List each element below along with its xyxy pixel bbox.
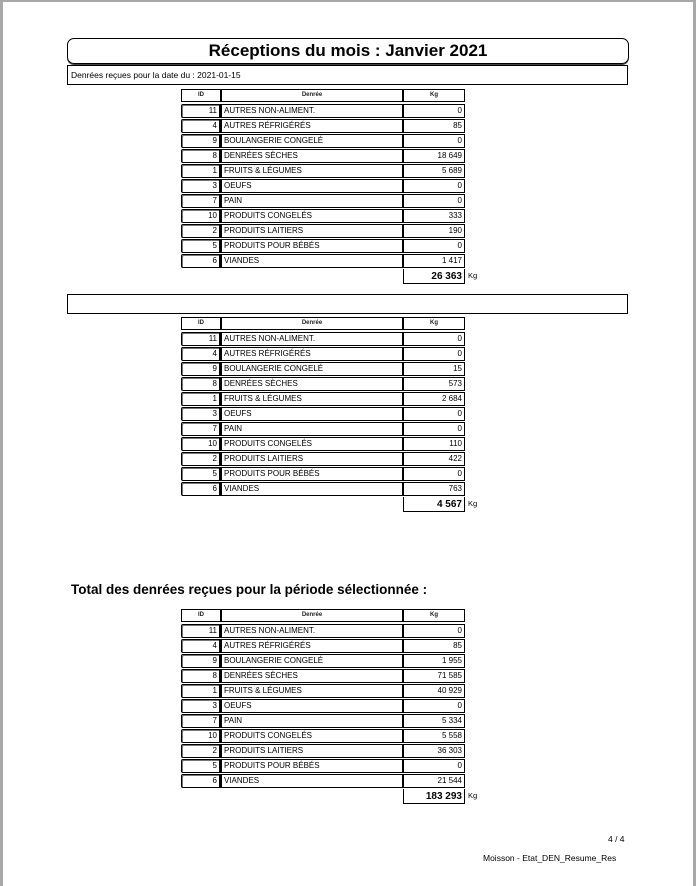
cell-id: 1 [181,392,221,406]
page-frame-left [0,0,3,886]
table-row [181,134,471,149]
table-row [181,362,471,377]
summary-heading: Total des denrées reçues pour la période sélectionnée : [71,582,428,597]
cell-denree: VIANDES [221,254,403,268]
table-row [181,119,471,134]
cell-id: 7 [181,422,221,436]
cell-kg: 0 [403,467,465,481]
cell-kg: 15 [403,362,465,376]
table-row [181,467,471,482]
cell-kg: 0 [403,179,465,193]
cell-denree: FRUITS & LÉGUMES [221,164,403,178]
receptions-table [181,317,478,513]
cell-kg: 21 544 [403,774,465,788]
cell-kg: 40 929 [403,684,465,698]
cell-id: 5 [181,239,221,253]
table-total [181,269,478,285]
cell-kg: 422 [403,452,465,466]
table-row [181,654,471,669]
cell-denree: PAIN [221,422,403,436]
cell-id: 4 [181,347,221,361]
cell-denree: PAIN [221,194,403,208]
cell-denree: AUTRES NON-ALIMENT. [221,104,403,118]
page-number: 4 / 4 [608,834,625,844]
cell-denree: DENRÉES SÈCHES [221,149,403,163]
table-row [181,164,471,179]
cell-id: 6 [181,254,221,268]
cell-kg: 0 [403,759,465,773]
cell-kg: 0 [403,699,465,713]
column-header-kg: Kg [403,317,465,330]
total-unit: Kg [468,499,478,508]
cell-denree: FRUITS & LÉGUMES [221,684,403,698]
column-header-kg: Kg [403,609,465,622]
cell-denree: PRODUITS CONGELÉS [221,729,403,743]
cell-id: 2 [181,224,221,238]
cell-denree: PRODUITS CONGELÉS [221,209,403,223]
report-footer: Moisson - Etat_DEN_Resume_Res [483,853,617,863]
section-date-label [67,294,628,314]
table-row [181,774,471,789]
column-header-id: ID [181,317,221,330]
column-header-id: ID [181,609,221,622]
cell-denree: AUTRES RÉFRIGÉRÉS [221,347,403,361]
cell-kg: 110 [403,437,465,451]
table-header [181,609,471,622]
cell-id: 10 [181,209,221,223]
table-header [181,317,471,330]
table-row [181,209,471,224]
cell-id: 8 [181,377,221,391]
cell-id: 10 [181,437,221,451]
cell-denree: BOULANGERIE CONGELÉ [221,134,403,148]
cell-denree: OEUFS [221,179,403,193]
cell-id: 7 [181,714,221,728]
table-row [181,179,471,194]
summary-table [181,609,478,805]
cell-denree: AUTRES NON-ALIMENT. [221,332,403,346]
table-row [181,422,471,437]
cell-denree: PRODUITS CONGELÉS [221,437,403,451]
cell-id: 11 [181,624,221,638]
table-row [181,392,471,407]
cell-id: 2 [181,452,221,466]
table-row [181,407,471,422]
cell-id: 2 [181,744,221,758]
column-header-denree: Denrée [221,609,403,622]
cell-denree: DENRÉES SÈCHES [221,377,403,391]
cell-kg: 763 [403,482,465,496]
column-header-id: ID [181,89,221,102]
column-header-kg: Kg [403,89,465,102]
cell-kg: 85 [403,119,465,133]
table-row [181,194,471,209]
cell-id: 11 [181,332,221,346]
table-header [181,89,471,102]
cell-denree: PAIN [221,714,403,728]
cell-kg: 5 689 [403,164,465,178]
cell-id: 1 [181,684,221,698]
cell-id: 5 [181,759,221,773]
cell-kg: 0 [403,239,465,253]
cell-kg: 0 [403,347,465,361]
cell-kg: 0 [403,624,465,638]
cell-kg: 0 [403,104,465,118]
cell-kg: 2 684 [403,392,465,406]
cell-kg: 0 [403,134,465,148]
cell-id: 5 [181,467,221,481]
table-total [181,789,478,805]
cell-id: 4 [181,639,221,653]
cell-id: 6 [181,774,221,788]
cell-denree: PRODUITS POUR BÉBÉS [221,467,403,481]
cell-denree: AUTRES NON-ALIMENT. [221,624,403,638]
table-row [181,669,471,684]
cell-id: 1 [181,164,221,178]
cell-denree: PRODUITS LAITIERS [221,224,403,238]
table-row [181,729,471,744]
cell-id: 4 [181,119,221,133]
cell-denree: BOULANGERIE CONGELÉ [221,654,403,668]
page-frame-top [0,0,696,2]
table-total [181,497,478,513]
section-date-label: Denrées reçues pour la date du : 2021-01-15 [67,65,628,85]
cell-denree: OEUFS [221,699,403,713]
cell-denree: OEUFS [221,407,403,421]
cell-denree: DENRÉES SÈCHES [221,669,403,683]
total-unit: Kg [468,791,478,800]
cell-kg: 190 [403,224,465,238]
cell-id: 3 [181,179,221,193]
table-row [181,699,471,714]
cell-kg: 85 [403,639,465,653]
table-row [181,624,471,639]
table-row [181,104,471,119]
cell-kg: 1 955 [403,654,465,668]
table-row [181,239,471,254]
cell-id: 6 [181,482,221,496]
cell-id: 9 [181,134,221,148]
cell-kg: 5 334 [403,714,465,728]
cell-denree: PRODUITS LAITIERS [221,452,403,466]
table-row [181,482,471,497]
total-unit: Kg [468,271,478,280]
total-kg: 183 293 [403,789,465,804]
cell-id: 3 [181,699,221,713]
cell-kg: 0 [403,194,465,208]
cell-denree: VIANDES [221,774,403,788]
cell-id: 8 [181,149,221,163]
cell-denree: PRODUITS POUR BÉBÉS [221,239,403,253]
cell-id: 9 [181,654,221,668]
cell-denree: VIANDES [221,482,403,496]
table-row [181,744,471,759]
cell-id: 8 [181,669,221,683]
table-row [181,684,471,699]
column-header-denree: Denrée [221,89,403,102]
cell-denree: PRODUITS POUR BÉBÉS [221,759,403,773]
cell-kg: 333 [403,209,465,223]
cell-kg: 71 585 [403,669,465,683]
cell-kg: 573 [403,377,465,391]
cell-denree: BOULANGERIE CONGELÉ [221,362,403,376]
cell-denree: AUTRES RÉFRIGÉRÉS [221,639,403,653]
table-row [181,437,471,452]
cell-denree: FRUITS & LÉGUMES [221,392,403,406]
cell-kg: 36 303 [403,744,465,758]
table-row [181,254,471,269]
cell-id: 3 [181,407,221,421]
cell-kg: 0 [403,332,465,346]
cell-id: 9 [181,362,221,376]
total-kg: 4 567 [403,497,465,512]
cell-kg: 1 417 [403,254,465,268]
table-row [181,332,471,347]
cell-id: 11 [181,104,221,118]
cell-denree: PRODUITS LAITIERS [221,744,403,758]
table-row [181,377,471,392]
cell-id: 7 [181,194,221,208]
cell-denree: AUTRES RÉFRIGÉRÉS [221,119,403,133]
table-row [181,639,471,654]
report-title: Réceptions du mois : Janvier 2021 [67,38,629,64]
cell-kg: 0 [403,407,465,421]
cell-kg: 0 [403,422,465,436]
receptions-table [181,89,478,285]
table-row [181,347,471,362]
cell-id: 10 [181,729,221,743]
table-row [181,452,471,467]
total-kg: 26 363 [403,269,465,284]
table-row [181,714,471,729]
cell-kg: 18 649 [403,149,465,163]
table-row [181,149,471,164]
table-row [181,224,471,239]
table-row [181,759,471,774]
cell-kg: 5 558 [403,729,465,743]
column-header-denree: Denrée [221,317,403,330]
